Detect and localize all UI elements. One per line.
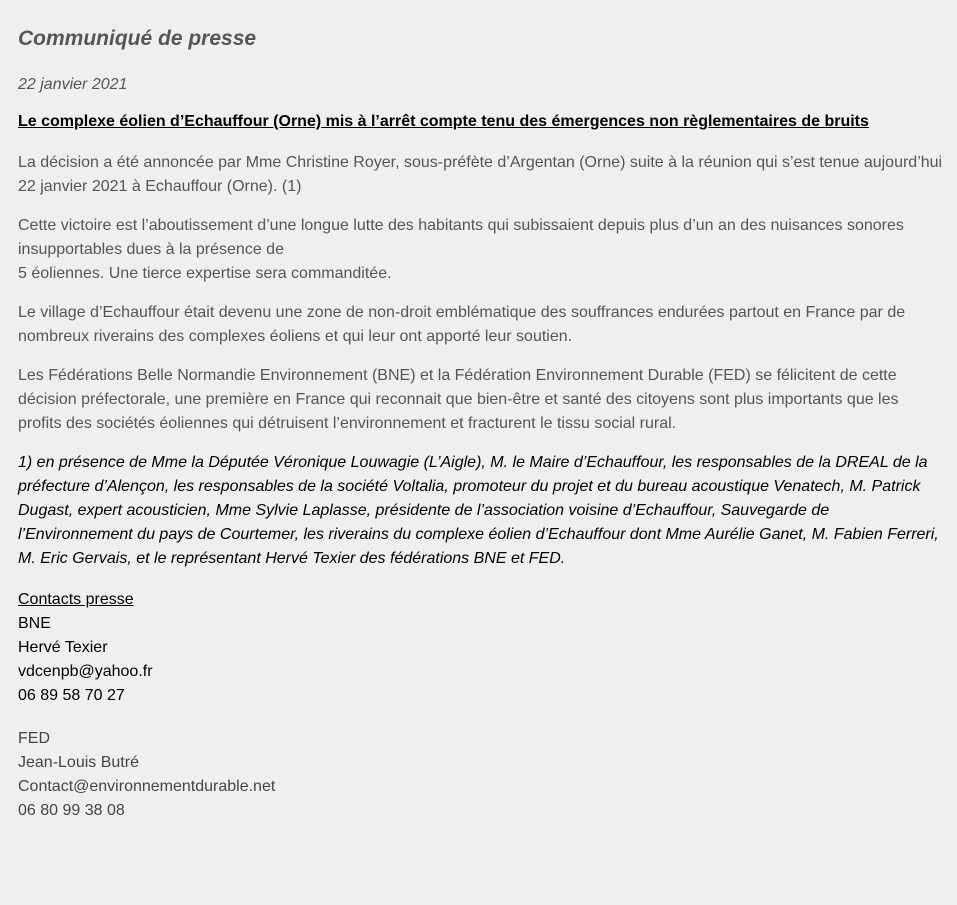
contact-bne-org: BNE — [18, 615, 51, 632]
release-date: 22 janvier 2021 — [18, 76, 128, 93]
contact-bne-email[interactable]: vdcenpb@yahoo.fr — [18, 663, 153, 680]
paragraph-victory-line-1: Cette victoire est l’aboutissement d’une longue lutte des habitants qui subissaient depuis plus d’un an des nuisances sonores insupportables dues à la présence de — [18, 217, 904, 258]
release-title: Le complexe éolien d’Echauffour (Orne) mis à l’arrêt compte tenu des émergences non règlementaires de bruits — [18, 113, 869, 130]
contacts-spacer — [18, 708, 945, 727]
footnote: 1) en présence de Mme la Députée Véronique Louwagie (L’Aigle), M. le Maire d’Echauffour, les responsables de la DREAL de la préfecture d’Alençon, les responsables de la société Voltalia, promoteur du projet et du bureau acoustique Venatech, M. Patrick Dugast, expert acousticien, Mme Sylvie Laplasse, présidente de l’association voisine d’Echauffour, Sauvegarde de l’Environnement du pays de Courtemer, les riverains du complexe éolien d’Echauffour dont Mme Aurélie Ganet, M. Fabien Ferreri, M. Eric Gervais, et le représentant Hervé Texier des fédérations BNE et FED. — [18, 454, 939, 567]
contact-fed-email[interactable]: Contact@environnementdurable.net — [18, 778, 276, 795]
contact-fed-name: Jean-Louis Butré — [18, 754, 139, 771]
paragraph-victory-line-2: 5 éoliennes. Une tierce expertise sera commanditée. — [18, 265, 392, 282]
contact-bne-phone: 06 89 58 70 27 — [18, 687, 125, 704]
paragraph-decision: La décision a été annoncée par Mme Christine Royer, sous-préfète d’Argentan (Orne) suite à la réunion qui s’est tenue aujourd’hui 22 janvier 2021 à Echauffour (Orne). (1) — [18, 154, 943, 195]
paragraph-victory — [18, 214, 945, 286]
page-heading: Communiqué de presse — [18, 27, 257, 50]
contacts-section — [18, 588, 945, 823]
contact-fed-phone: 06 80 99 38 08 — [18, 802, 125, 819]
paragraph-federations: Les Fédérations Belle Normandie Environnement (BNE) et la Fédération Environnement Durable (FED) se félicitent de cette décision préfectorale, une première en France qui reconnait que bien-être et santé des citoyens sont plus importants que les profits des sociétés éoliennes qui détruisent l’environnement et fracturent le tissu social rural. — [18, 367, 899, 432]
paragraph-village: Le village d’Echauffour était devenu une zone de non-droit emblématique des souffrances endurées partout en France par de nombreux riverains des complexes éoliens et qui leur ont apporté leur soutien. — [18, 304, 906, 345]
contacts-label: Contacts presse — [18, 591, 134, 608]
contact-bne-name: Hervé Texier — [18, 639, 108, 656]
contact-fed-org: FED — [18, 730, 50, 747]
